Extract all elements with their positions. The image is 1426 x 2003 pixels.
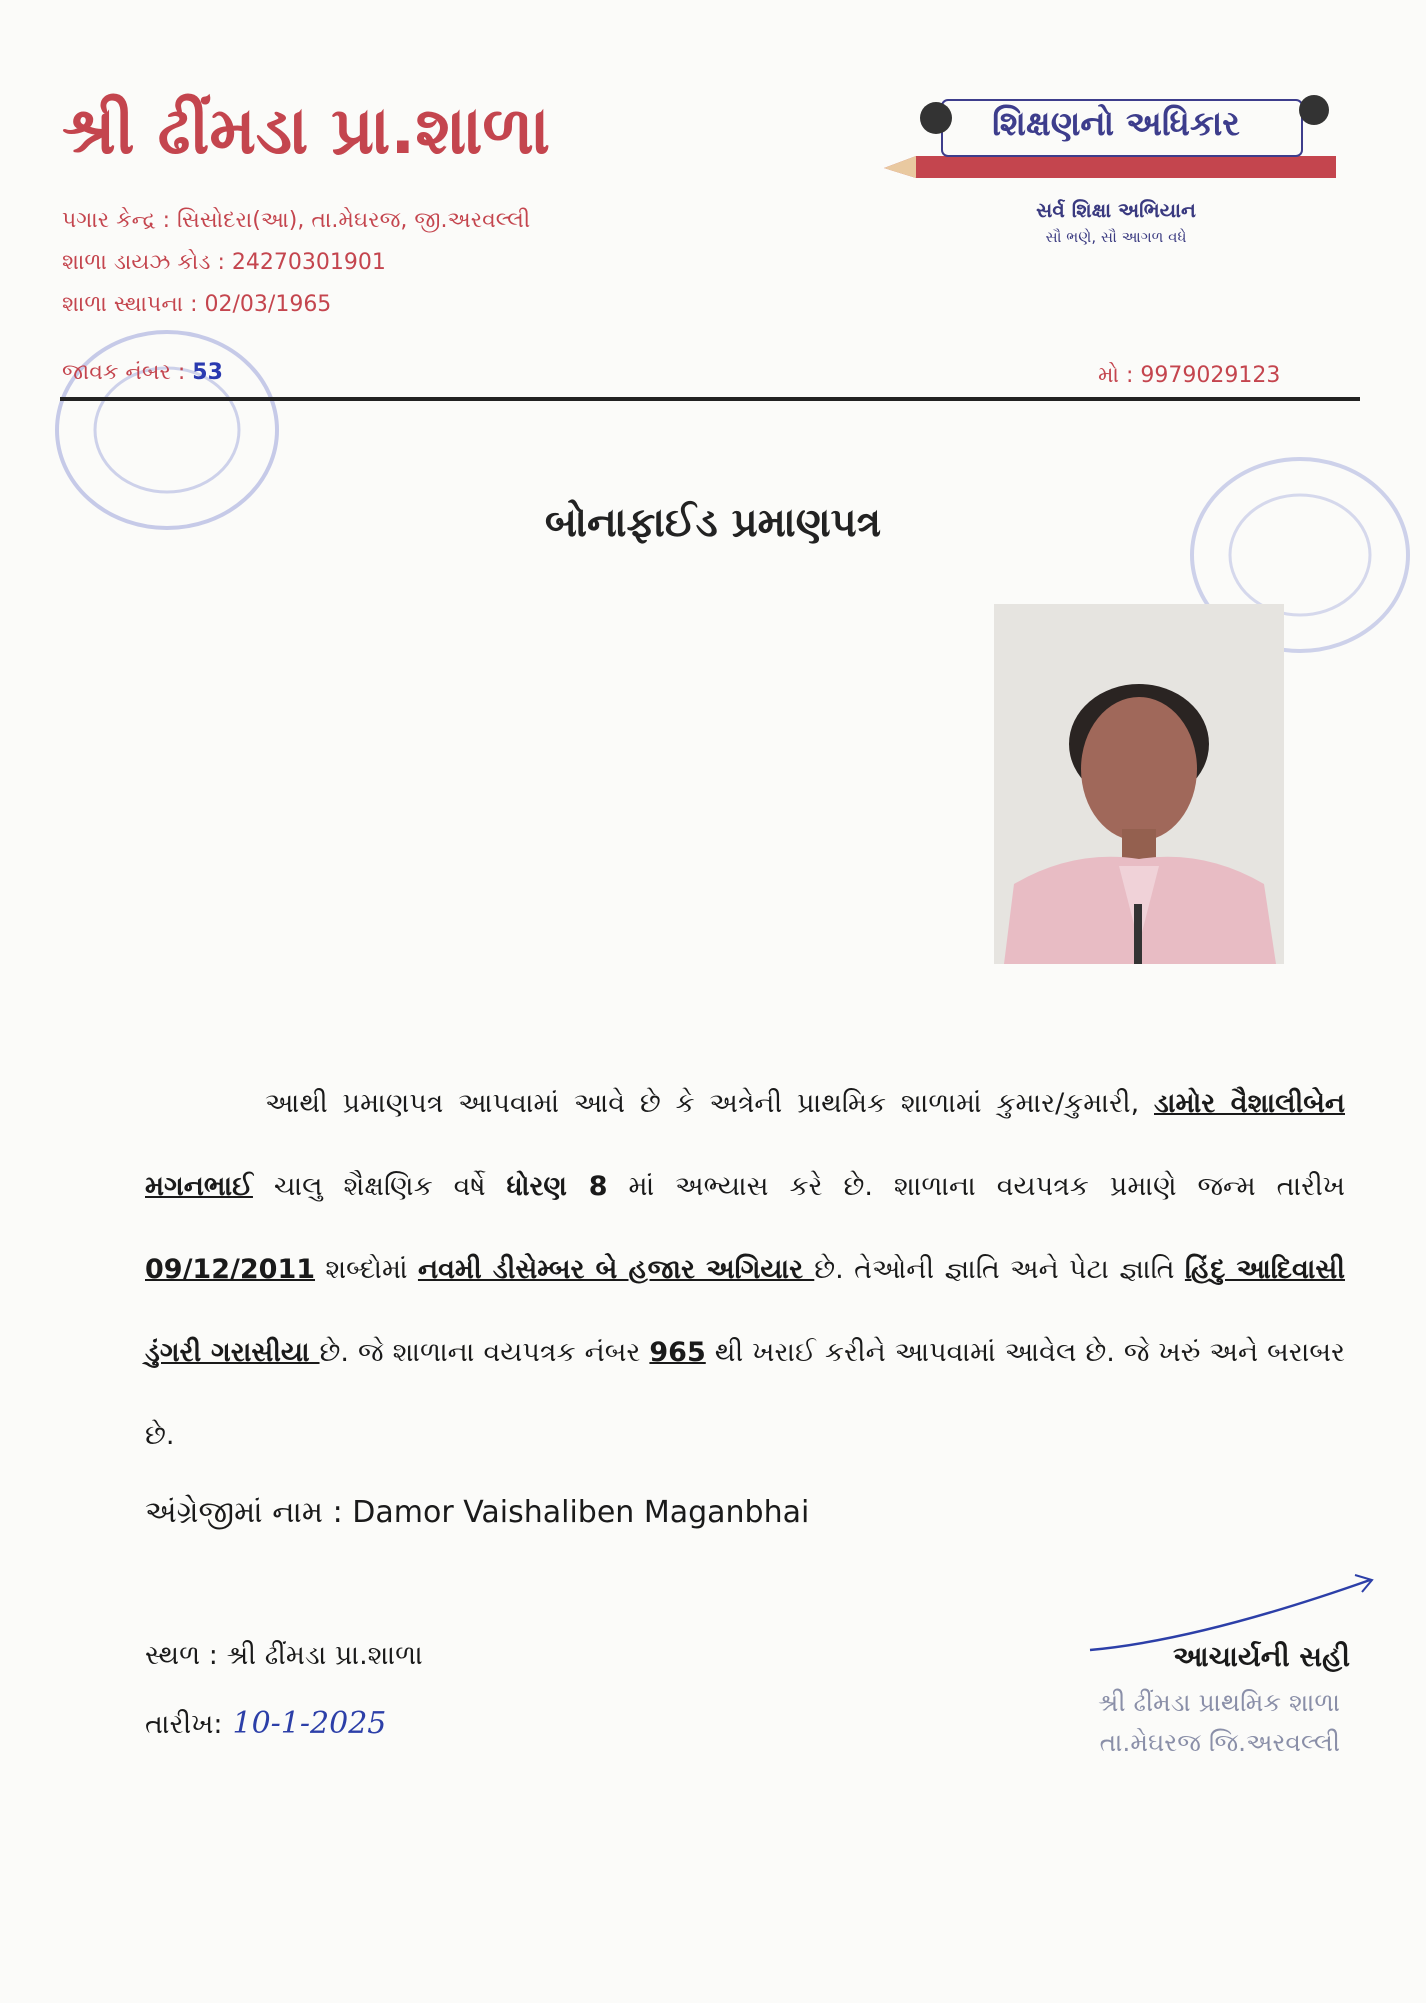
body-text-3: માં અભ્યાસ કરે છે. શાળાના વયપત્રક પ્રમાણે જન્મ તારીખ <box>607 1171 1346 1202</box>
school-name: શ્રી ઢીંમડા પ્રા.શાળા <box>62 92 551 169</box>
sarva-shiksha-logo <box>876 90 1356 270</box>
logo-title: શિક્ષણનો અધિકાર <box>992 104 1240 144</box>
outward-number-value: 53 <box>192 360 223 385</box>
caste: હિંદુ આદિવાસી ડુંગરી ગરાસીયા <box>145 1254 1346 1368</box>
body-text-4: શબ્દોમાં <box>315 1254 418 1285</box>
mobile-number: મો : 9979029123 <box>1098 363 1281 388</box>
principal-stamp-school: શ્રી ઢીંમડા પ્રાથમિક શાળા <box>1098 1688 1340 1717</box>
dise-code: શાળા ડાયઝ કોડ : 24270301901 <box>62 250 386 275</box>
body-text-1: આથી પ્રમાણપત્ર આપવામાં આવે છે કે અત્રેની પ્રાથમિક શાળામાં કુમાર/કુમારી, <box>265 1088 1155 1119</box>
student-name: ડામોર વૈશાલીબેન મગનભાઈ <box>145 1088 1345 1202</box>
principal-stamp-address: તા.મેઘરજ જિ.અરવલ્લી <box>1099 1728 1340 1757</box>
date-of-birth-words: નવમી ડીસેમ્બર બે હજાર અગિયાર <box>417 1254 815 1285</box>
body-text-2: ચાલુ શૈક્ષણિક વર્ષે <box>252 1171 507 1202</box>
register-number: 965 <box>649 1337 706 1368</box>
outward-number-label: જાવક નંબર : <box>62 360 193 385</box>
date-value: 10-1-2025 <box>232 1706 387 1741</box>
certificate-body <box>145 1062 1345 1477</box>
english-name: અંગ્રેજીમાં નામ : Damor Vaishaliben Maganbhai <box>145 1495 810 1530</box>
body-text-6: છે. જે શાળાના વયપત્રક નંબર <box>319 1337 650 1368</box>
logo-subtitle: સર્વ શિક્ષા અભિયાન <box>1036 198 1196 222</box>
principal-signature-label: આચાર્યની સહી <box>1172 1640 1350 1673</box>
date-label: તારીખ: <box>145 1709 223 1740</box>
header-divider <box>60 397 1360 401</box>
pay-center: પગાર કેન્દ્ર : સિસોદરા(આ), તા.મેઘરજ, જી.અરવલ્લી <box>62 208 531 233</box>
body-text-5: છે. તેઓની જ્ઞાતિ અને પેટા જ્ઞાતિ <box>814 1254 1185 1285</box>
established-date: શાળા સ્થાપના : 02/03/1965 <box>62 292 332 317</box>
date-of-birth: 09/12/2011 <box>145 1254 316 1285</box>
place: સ્થળ : શ્રી ઢીંમડા પ્રા.શાળા <box>145 1640 423 1671</box>
outward-number <box>62 360 223 385</box>
body-text-7: થી ખરાઈ કરીને આપવામાં આવેલ છે. જે ખરું અને બરાબર છે. <box>145 1337 1345 1451</box>
student-photo <box>994 604 1284 964</box>
issue-date <box>145 1706 386 1741</box>
logo-tagline: સૌ ભણે, સૌ આગળ વધે <box>1045 228 1187 246</box>
standard: ધોરણ 8 <box>506 1171 608 1202</box>
certificate-title: બોનાફાઈડ પ્રમાણપત્ર <box>544 500 882 546</box>
